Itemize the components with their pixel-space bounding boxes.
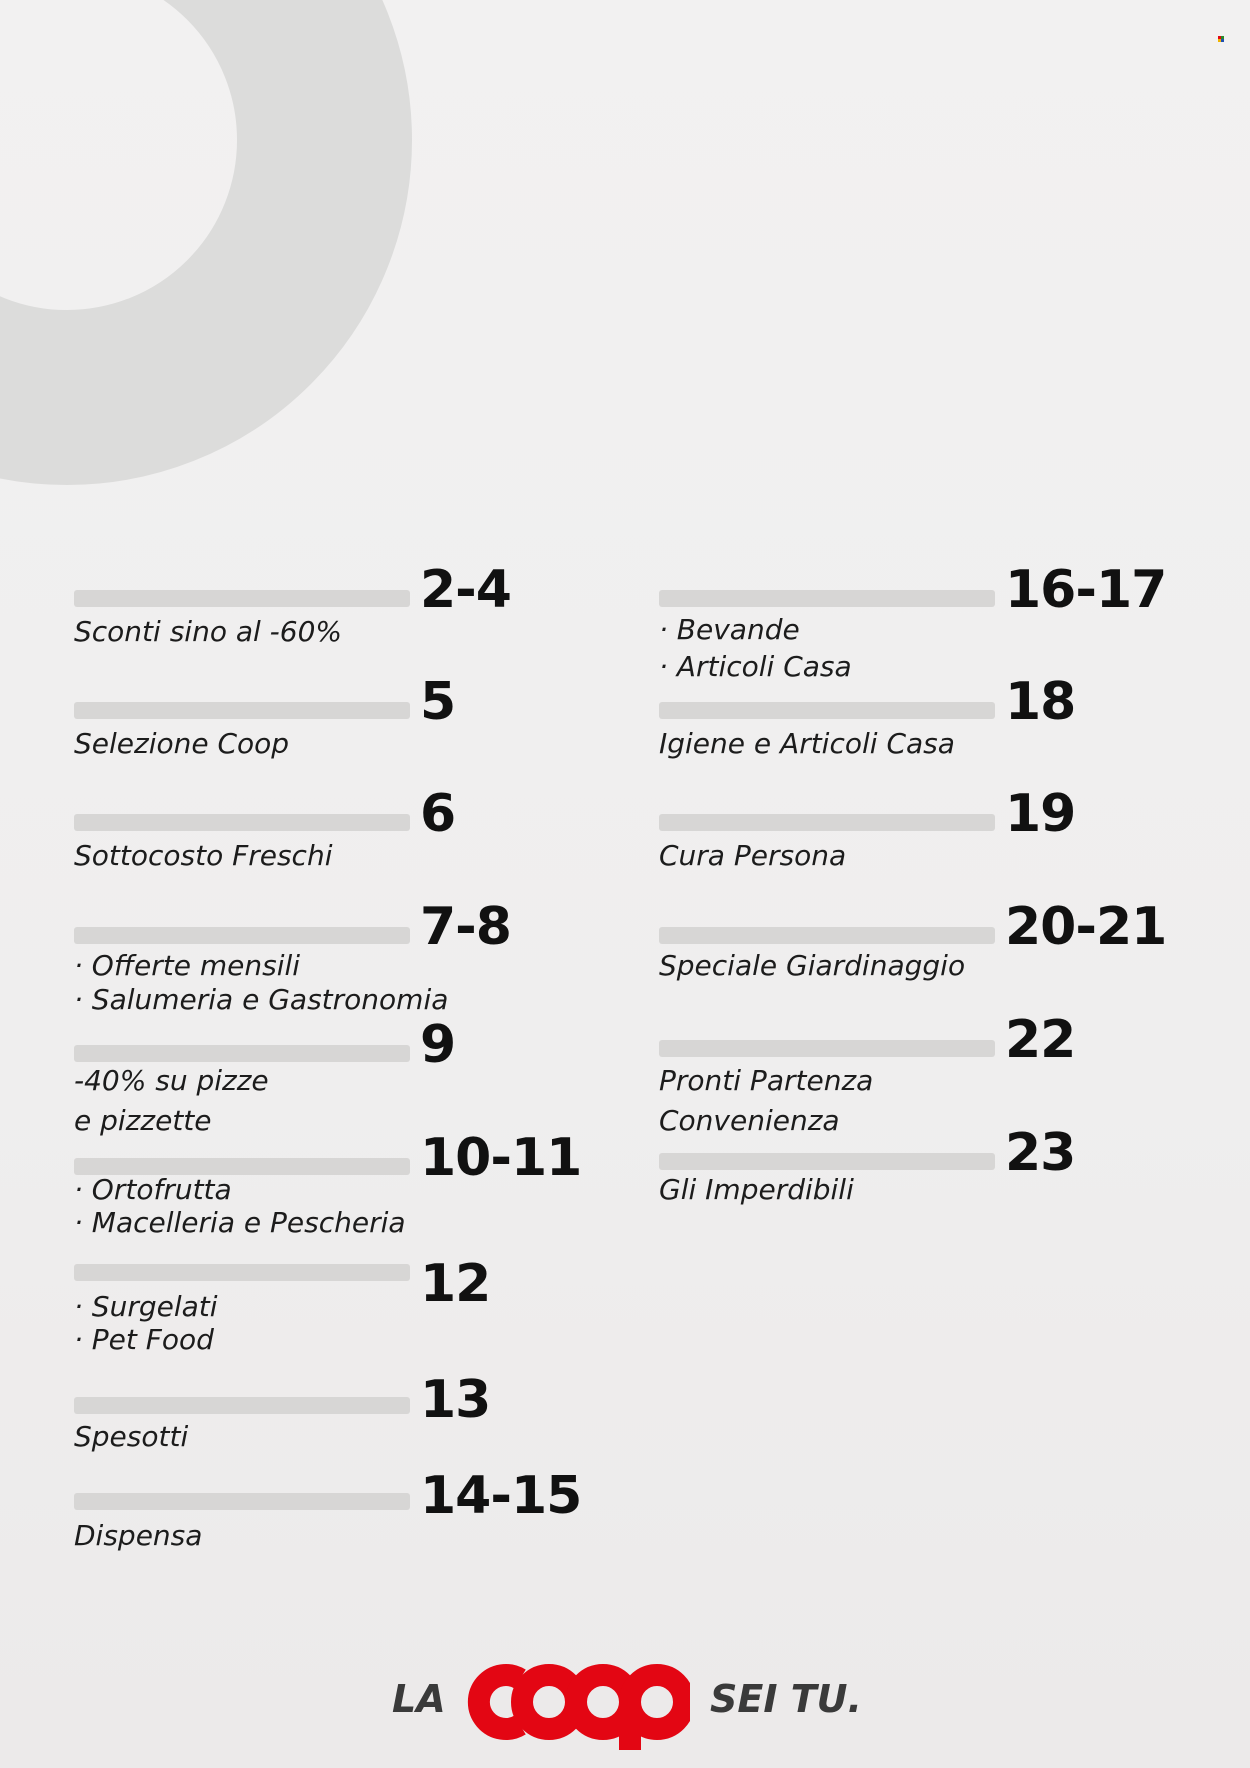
entry-bar bbox=[659, 590, 995, 607]
entry-bar bbox=[74, 814, 410, 831]
page-range: 2-4 bbox=[420, 560, 511, 620]
entry-bar bbox=[74, 702, 410, 719]
entry-label: Sconti sino al -60% bbox=[74, 615, 343, 648]
page-range: 12 bbox=[420, 1254, 491, 1314]
page-range: 18 bbox=[1005, 672, 1076, 732]
page-range: 6 bbox=[420, 784, 456, 844]
entry-label: e pizzette bbox=[74, 1104, 212, 1137]
entry-label: Speciale Giardinaggio bbox=[659, 949, 966, 982]
entry-bar bbox=[74, 590, 410, 607]
logo-suffix: SEI TU. bbox=[710, 1677, 862, 1721]
logo-prefix: LA bbox=[392, 1677, 446, 1721]
entry-label: Gli Imperdibili bbox=[659, 1173, 854, 1206]
entry-bar bbox=[659, 927, 995, 944]
entry-label: · Macelleria e Pescheria bbox=[74, 1206, 406, 1239]
entry-label: · Offerte mensili bbox=[74, 949, 301, 982]
page-range: 10-11 bbox=[420, 1128, 582, 1188]
entry-label: · Ortofrutta bbox=[74, 1173, 232, 1206]
decorative-ring bbox=[0, 0, 412, 485]
entry-bar bbox=[74, 1264, 410, 1281]
entry-bar bbox=[659, 1153, 995, 1170]
entry-bar bbox=[659, 814, 995, 831]
page-range: 13 bbox=[420, 1370, 491, 1430]
entry-label: Selezione Coop bbox=[74, 727, 290, 760]
entry-bar bbox=[74, 1397, 410, 1414]
entry-bar bbox=[74, 927, 410, 944]
entry-label: Sottocosto Freschi bbox=[74, 839, 333, 872]
page-range: 20-21 bbox=[1005, 897, 1167, 957]
entry-bar bbox=[659, 702, 995, 719]
entry-label: -40% su pizze bbox=[74, 1064, 269, 1097]
coop-wordmark-icon bbox=[460, 1655, 690, 1750]
entry-label: Pronti Partenza bbox=[659, 1064, 874, 1097]
entry-label: · Pet Food bbox=[74, 1323, 214, 1356]
entry-label: · Salumeria e Gastronomia bbox=[74, 983, 449, 1016]
entry-label: Igiene e Articoli Casa bbox=[659, 727, 955, 760]
entry-bar bbox=[74, 1493, 410, 1510]
corner-dots-icon bbox=[1218, 36, 1225, 43]
entry-label: Spesotti bbox=[74, 1420, 189, 1453]
coop-logo bbox=[392, 1655, 862, 1750]
page-range: 9 bbox=[420, 1015, 456, 1075]
entry-label: Cura Persona bbox=[659, 839, 847, 872]
entry-label: Dispensa bbox=[74, 1519, 203, 1552]
page-range: 14-15 bbox=[420, 1466, 582, 1526]
page-range: 22 bbox=[1005, 1010, 1076, 1070]
entry-label: · Articoli Casa bbox=[659, 650, 852, 683]
entry-label: · Surgelati bbox=[74, 1290, 218, 1323]
entry-label: · Bevande bbox=[659, 613, 800, 646]
page-range: 19 bbox=[1005, 784, 1076, 844]
page-range: 16-17 bbox=[1005, 560, 1167, 620]
entry-bar bbox=[74, 1045, 410, 1062]
page-range: 7-8 bbox=[420, 897, 511, 957]
entry-bar bbox=[659, 1040, 995, 1057]
page-range: 23 bbox=[1005, 1123, 1076, 1183]
entry-label: Convenienza bbox=[659, 1104, 840, 1137]
page-range: 5 bbox=[420, 672, 456, 732]
